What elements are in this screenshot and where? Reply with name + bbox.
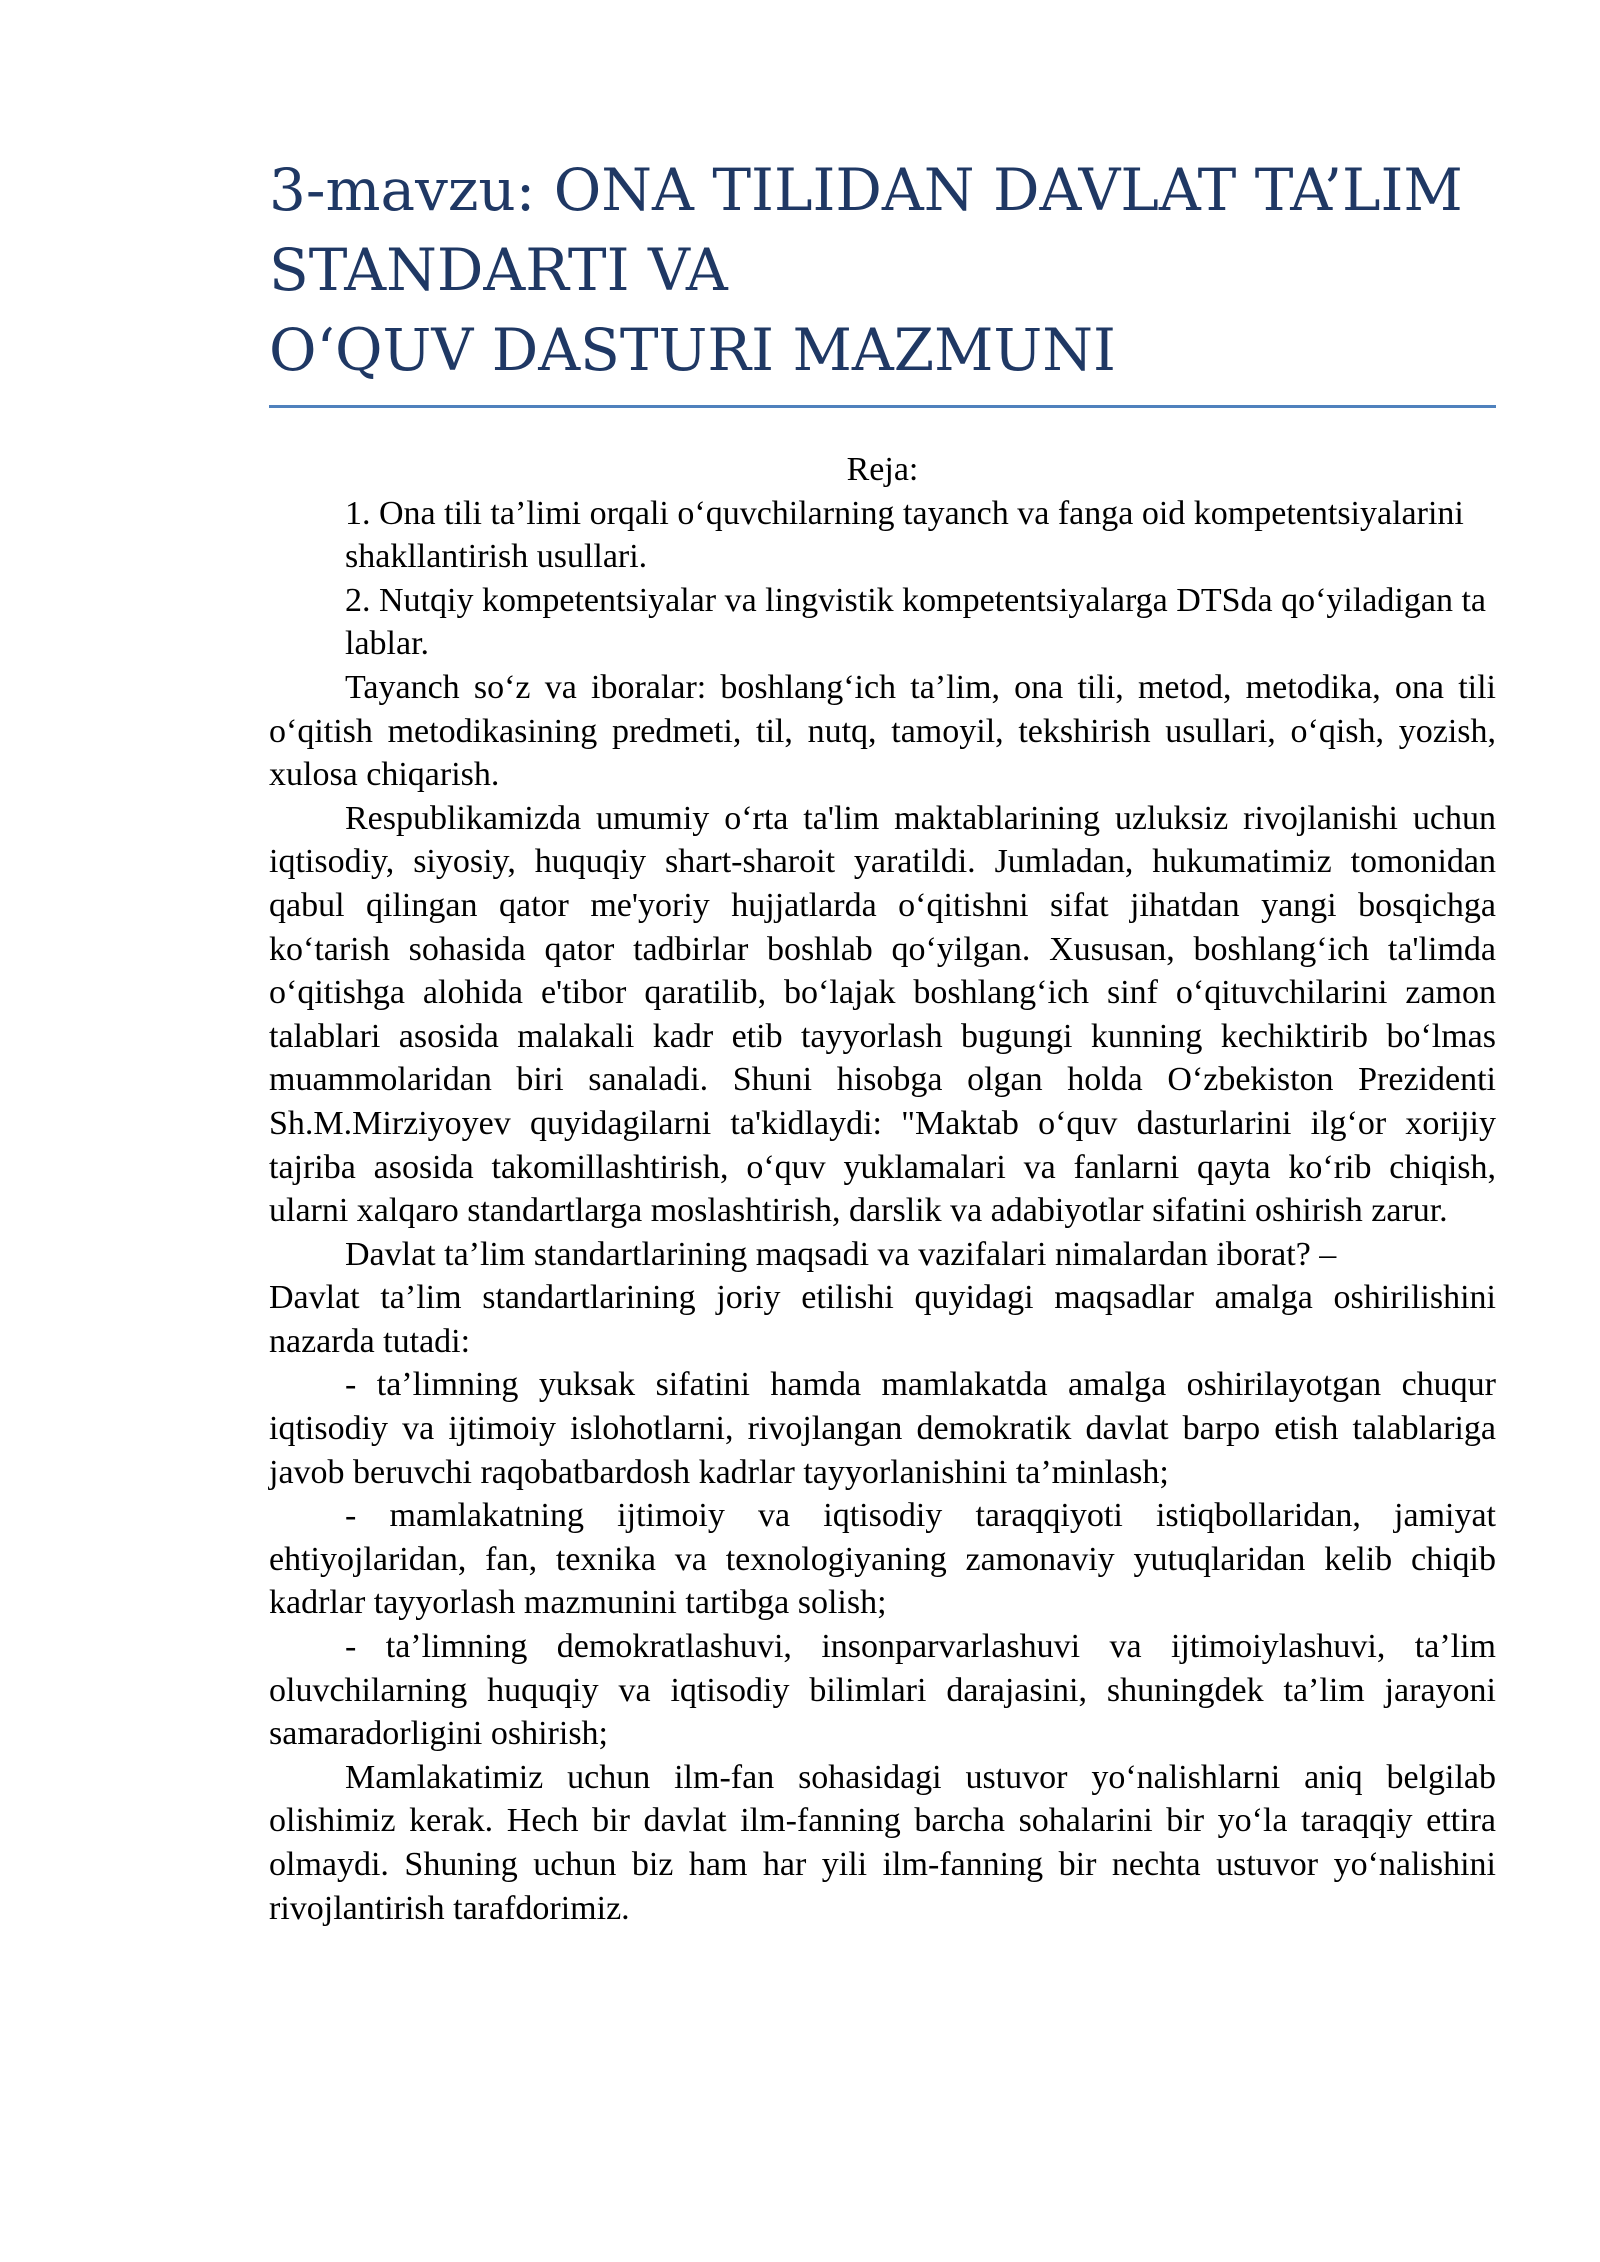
body-paragraph-2: Davlat ta’lim standartlarining joriy etilishi quyidagi maqsadlar amalga oshirilishini nazarda tutadi: — [269, 1279, 1496, 1360]
plan-item-2: 2. Nutqiy kompetentsiyalar va lingvistik kompetentsiyalarga DTSda qo‘yiladigan ta — [345, 581, 1486, 619]
title-line-1: 3-mavzu: ONA TILIDAN DAVLAT TA’LIM — [269, 156, 1463, 224]
title-line-3: O‘QUV DASTURI MAZMUNI — [269, 316, 1116, 384]
question-line: Davlat ta’lim standartlarining maqsadi va vazifalari nimalardan iborat? – — [345, 1235, 1337, 1273]
keywords-paragraph: Tayanch so‘z va iboralar: boshlang‘ich ta’lim, ona tili, metod, metodika, ona tili o‘qitish metodikasining predmeti, til, nutq, tamoyil, tekshirish usullari, o‘qish, yozish, xulosa chiqarish. — [269, 668, 1496, 794]
plan-heading: Reja: — [846, 451, 919, 488]
title-divider — [269, 405, 1496, 408]
title-line-2: STANDARTI VA — [269, 236, 728, 304]
body-paragraph-1: Respublikamizda umumiy o‘rta ta'lim maktablarining uzluksiz rivojlanishi uchun iqtisodiy, siyosiy, huquqiy shart-sharoit yaratildi. Jumladan, hukumatimiz tomonidan qabul qilingan qator me'yoriy hujjatlarda o‘qitishni sifat jihatdan yangi bosqichga ko‘tarish sohasida qator tadbirlar boshlab qo‘yilgan. Xususan, boshlang‘ich ta'limda o‘qitishga alohida e'tibor qaratilib, bo‘lajak boshlang‘ich sinf o‘qituvchilarini zamon talablari asosida malakali kadr etib tayyorlash bugungi kunning kechiktirib bo‘lmas muammolaridan biri sanaladi. Shuni hisobga olgan holda O‘zbekiston Prezidenti Sh.M.Mirziyoyev quyidagilarni ta'kidlaydi: "Maktab o‘quv dasturlarini ilg‘or xorijiy tajriba asosida takomillashtirish, o‘quv yuklamalari va fanlarni qayta ko‘rib chiqish, ularni xalqaro standartlarga moslashtirish, darslik va adabiyotlar sifatini oshirish zarur. — [269, 799, 1496, 1230]
document-title — [269, 150, 1496, 390]
list-item-2: - mamlakatning ijtimoiy va iqtisodiy taraqqiyoti istiqbollaridan, jamiyat ehtiyojlaridan, fan, texnika va texnologiyaning zamonaviy yutuqlaridan kelib chiqib kadrlar tayyorlash mazmunini tartibga solish; — [269, 1497, 1496, 1622]
plan-item-2-cont: lablar. — [345, 625, 430, 663]
body-paragraph-3: Mamlakatimiz uchun ilm-fan sohasidagi ustuvor yo‘nalishlarni aniq belgilab olishimiz kerak. Hech bir davlat ilm-fanning barcha sohalarini bir yo‘la taraqqiy ettira olmaydi. Shuning uchun biz ham har yili ilm-fanning bir nechta ustuvor yo‘nalishini rivojlantirish tarafdorimiz. — [269, 1758, 1496, 1927]
plan-item-1: 1. Ona tili ta’limi orqali o‘quvchilarning tayanch va fanga oid kompetentsiyalarini — [345, 494, 1464, 532]
plan-item-1-cont: shakllantirish usullari. — [345, 538, 648, 576]
document-page — [269, 150, 1496, 1930]
list-item-3: - ta’limning demokratlashuvi, insonparvarlashuvi va ijtimoiylashuvi, ta’lim oluvchilarning huquqiy va iqtisodiy bilimlari darajasini, shuningdek ta’lim jarayoni samaradorligini oshirish; — [269, 1628, 1496, 1753]
document-body — [269, 448, 1496, 1930]
list-item-1: - ta’limning yuksak sifatini hamda mamlakatda amalga oshirilayotgan chuqur iqtisodiy va ijtimoiy islohotlarni, rivojlangan demokratik davlat barpo etish talablariga javob beruvchi raqobatbardosh kadrlar tayyorlanishini ta’minlash; — [269, 1366, 1496, 1491]
